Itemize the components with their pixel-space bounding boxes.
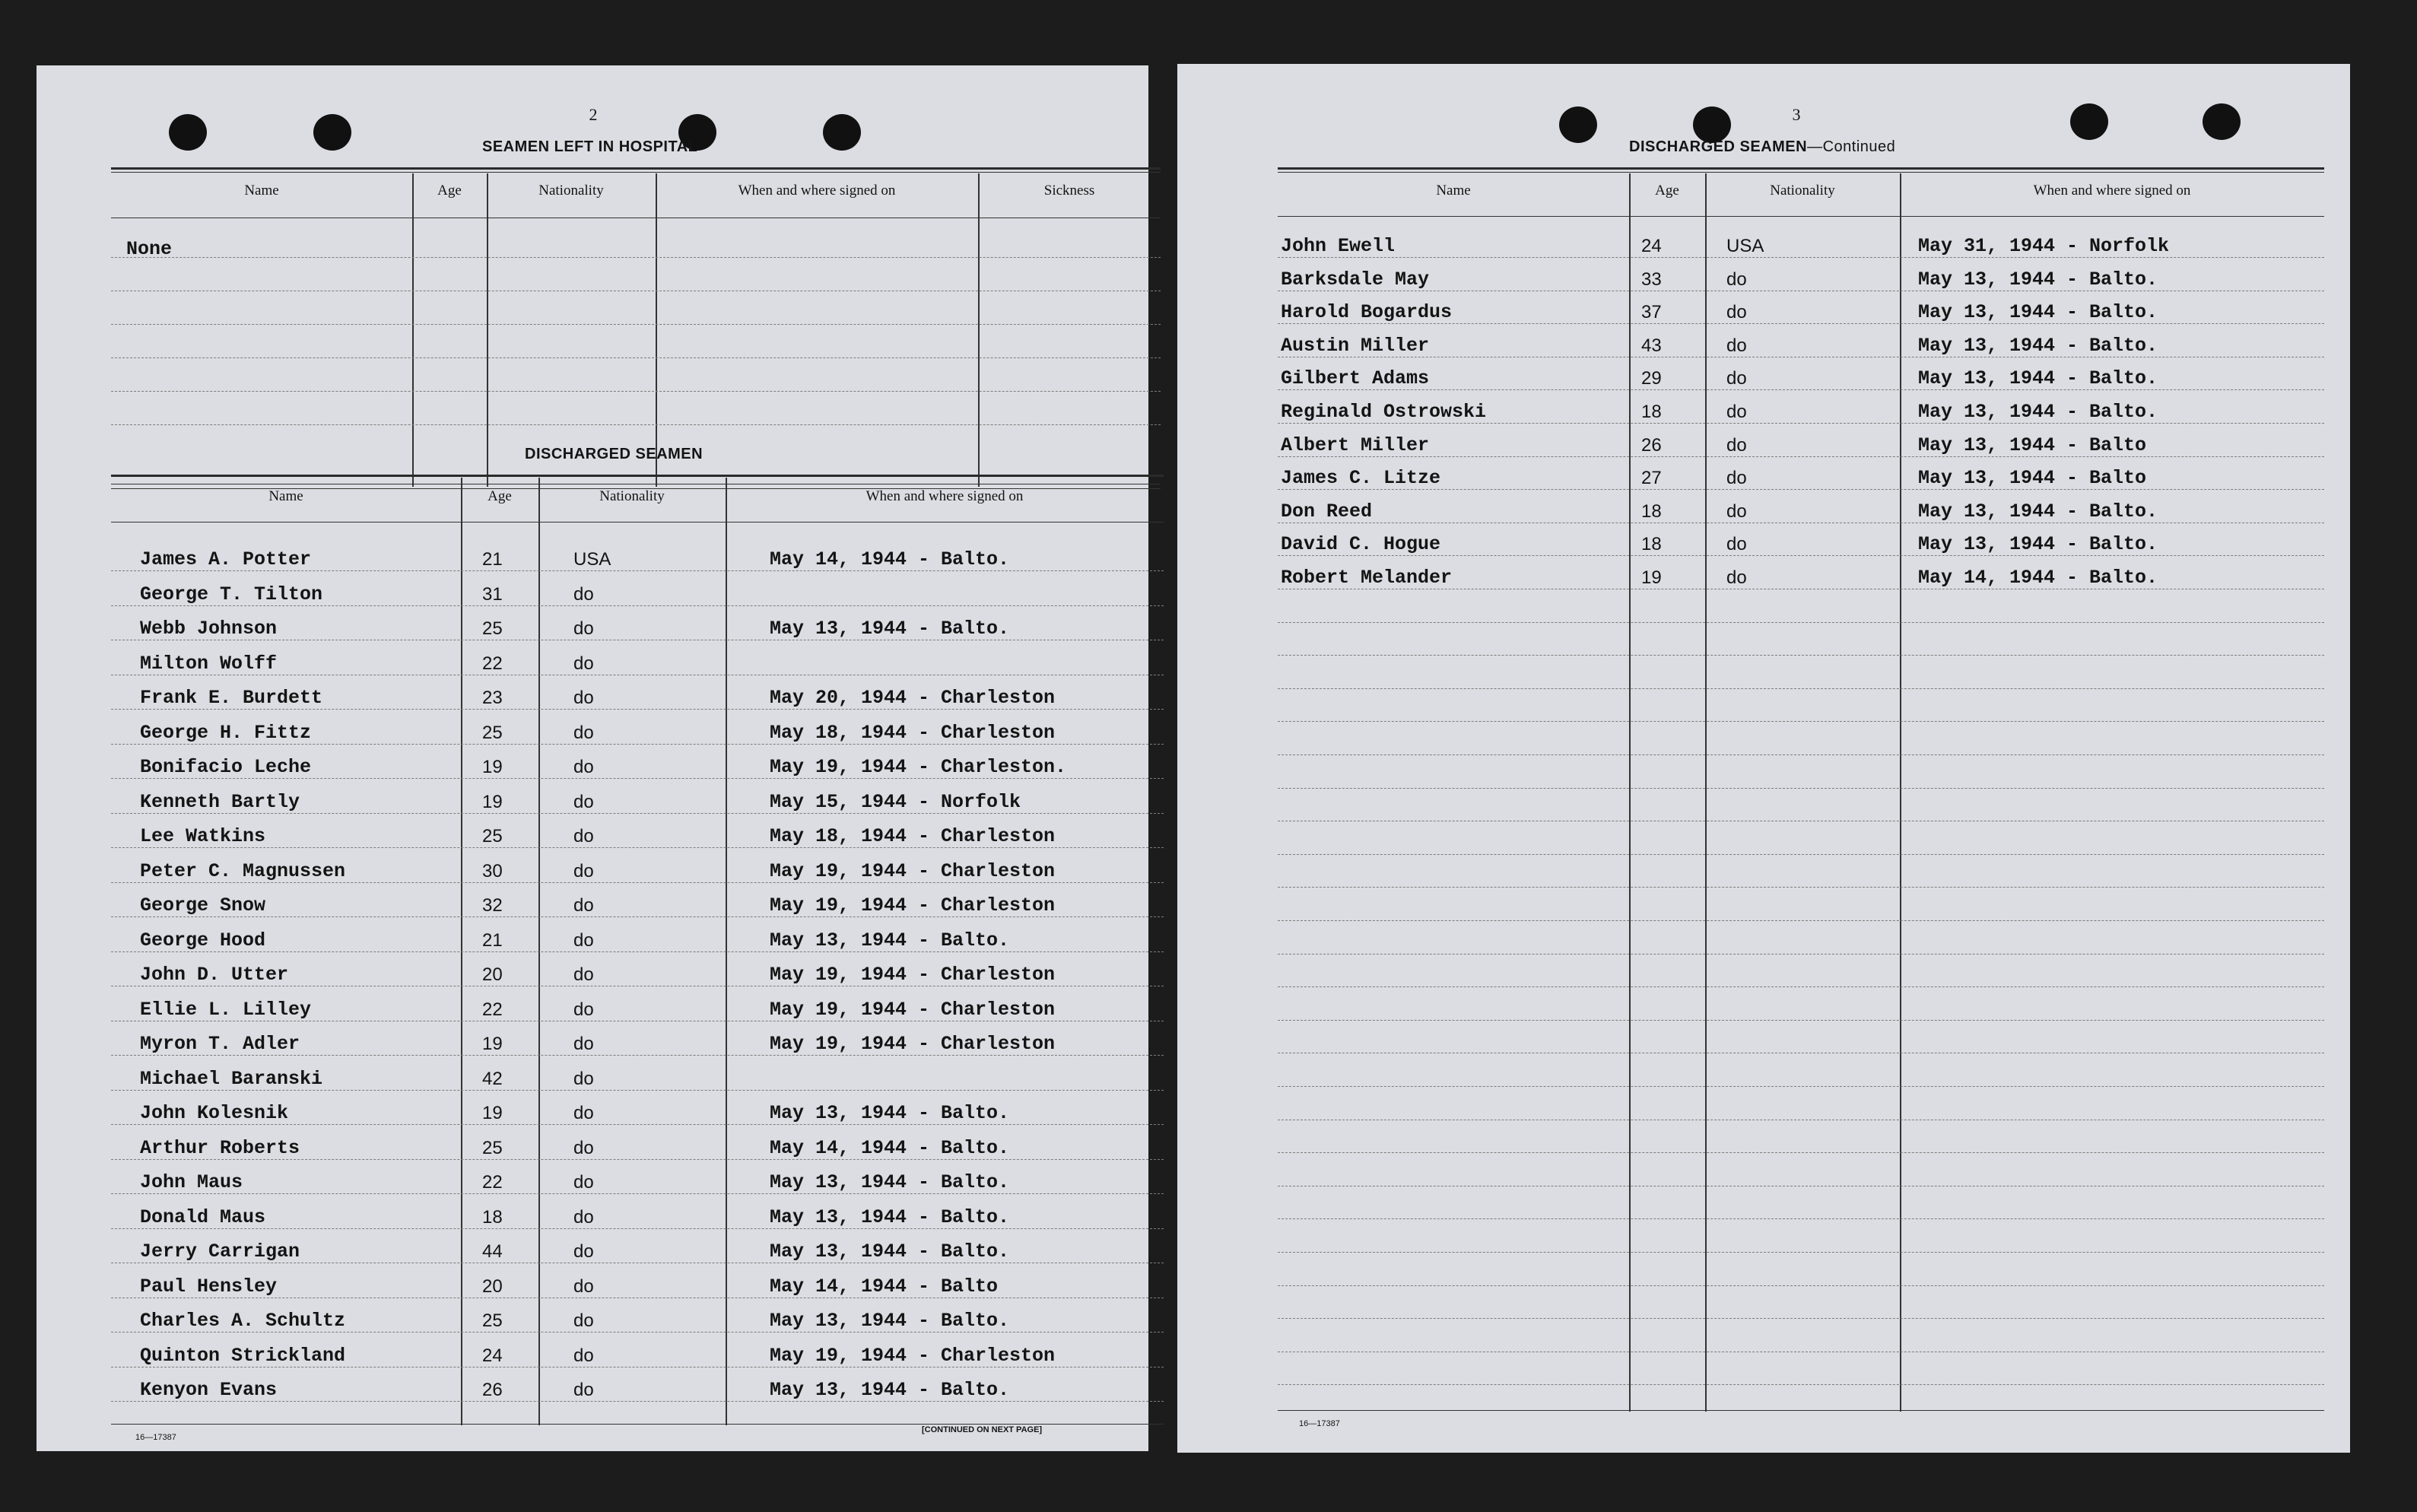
discharged-section-title: DISCHARGED SEAMEN xyxy=(525,446,704,462)
table-cell-nationality: do xyxy=(573,1345,594,1366)
table-cell-age: 19 xyxy=(482,792,503,812)
table-cell-name: Frank E. Burdett xyxy=(140,687,323,709)
ruled-line xyxy=(1278,1318,2324,1319)
table-cell-signed-on: May 19, 1944 - Charleston xyxy=(770,999,1056,1021)
table-top-rule xyxy=(1278,172,2324,173)
table-cell-name: Michael Baranski xyxy=(140,1068,323,1090)
ruled-line xyxy=(1278,1086,2324,1087)
punch-hole xyxy=(313,114,351,151)
table-cell-signed-on: May 14, 1944 - Balto. xyxy=(770,1137,1010,1159)
table-cell-nationality: do xyxy=(573,1172,594,1193)
table-cell-age: 25 xyxy=(482,826,503,847)
table-cell-nationality: do xyxy=(573,1069,594,1089)
table-cell-nationality: do xyxy=(573,930,594,951)
ruled-line xyxy=(1278,622,2324,623)
ruled-line xyxy=(1278,489,2324,490)
ruled-line xyxy=(1278,655,2324,656)
table-cell-age: 44 xyxy=(482,1241,503,1262)
table-cell-signed-on: May 13, 1944 - Balto xyxy=(1918,434,2147,456)
table-cell-name: Reginald Ostrowski xyxy=(1281,401,1487,423)
table-cell-name: Barksdale May xyxy=(1281,268,1430,291)
table-cell-name: George H. Fittz xyxy=(140,722,312,744)
table-cell-name: Arthur Roberts xyxy=(140,1137,300,1159)
table-cell-signed-on: May 13, 1944 - Balto. xyxy=(1918,500,2158,523)
table-cell-age: 20 xyxy=(482,964,503,985)
ruled-line xyxy=(111,391,1161,392)
ruled-line xyxy=(1278,1252,2324,1253)
table-cell-nationality: do xyxy=(1726,567,1747,588)
table-cell-age: 22 xyxy=(482,1172,503,1193)
ruled-line xyxy=(1278,1020,2324,1021)
table-cell-nationality: do xyxy=(573,1207,594,1228)
table-cell-name: Robert Melander xyxy=(1281,567,1453,589)
table-cell-age: 18 xyxy=(482,1207,503,1228)
table-cell-name: John Kolesnik xyxy=(140,1102,289,1124)
table-cell-signed-on: May 19, 1944 - Charleston xyxy=(770,1345,1056,1367)
punch-hole xyxy=(823,114,861,151)
table-cell-name: Jerry Carrigan xyxy=(140,1240,300,1263)
table-cell-signed-on: May 15, 1944 - Norfolk xyxy=(770,791,1021,813)
table-cell-name: Ellie L. Lilley xyxy=(140,999,312,1021)
table-cell-signed-on: May 13, 1944 - Balto. xyxy=(770,1171,1010,1193)
table-cell-name: Lee Watkins xyxy=(140,825,266,847)
table-cell-nationality: do xyxy=(1726,468,1747,488)
table-cell-nationality: do xyxy=(573,757,594,777)
table-cell-nationality: do xyxy=(573,999,594,1020)
table-cell-age: 21 xyxy=(482,930,503,951)
table-cell-age: 21 xyxy=(482,549,503,570)
table-cell-name: Bonifacio Leche xyxy=(140,756,312,778)
table-cell-name: James C. Litze xyxy=(1281,467,1441,489)
table-cell-name: Austin Miller xyxy=(1281,335,1430,357)
ruled-line xyxy=(111,357,1161,358)
table-cell-nationality: do xyxy=(573,964,594,985)
table-cell-signed-on: May 13, 1944 - Balto. xyxy=(770,1102,1010,1124)
table-cell-nationality: do xyxy=(573,1241,594,1262)
punch-hole xyxy=(1693,106,1731,143)
hospital-section-title: SEAMEN LEFT IN HOSPITAL xyxy=(482,138,698,155)
ruled-line xyxy=(111,605,1164,606)
table-cell-age: 19 xyxy=(482,757,503,777)
ruled-line xyxy=(1278,389,2324,390)
header-rule xyxy=(1278,216,2324,217)
ruled-line xyxy=(1278,456,2324,457)
column-header: Name xyxy=(1436,183,1471,199)
table-cell-nationality: do xyxy=(1726,368,1747,389)
table-top-rule xyxy=(111,172,1161,173)
column-header: Name xyxy=(268,488,303,504)
table-cell-age: 19 xyxy=(482,1103,503,1123)
ruled-line xyxy=(111,1193,1164,1194)
table-cell-age: 25 xyxy=(482,723,503,743)
table-cell-signed-on: May 14, 1944 - Balto xyxy=(770,1275,999,1298)
ruled-line xyxy=(111,1401,1164,1402)
table-cell-nationality: do xyxy=(1726,335,1747,356)
table-cell-signed-on: May 18, 1944 - Charleston xyxy=(770,825,1056,847)
table-cell-name: Harold Bogardus xyxy=(1281,301,1453,323)
table-cell-signed-on: May 14, 1944 - Balto. xyxy=(1918,567,2158,589)
table-cell-age: 22 xyxy=(482,999,503,1020)
table-cell-signed-on: May 19, 1944 - Charleston. xyxy=(770,756,1067,778)
section-title xyxy=(1629,138,1895,156)
table-cell-signed-on: May 20, 1944 - Charleston xyxy=(770,687,1056,709)
ruled-line xyxy=(111,778,1164,779)
form-number: 16—17387 xyxy=(1299,1419,1340,1428)
column-header: Nationality xyxy=(538,183,604,199)
column-header: When and where signed on xyxy=(2033,183,2191,199)
table-cell-nationality: do xyxy=(573,1034,594,1054)
ruled-line xyxy=(111,847,1164,848)
column-header: Sickness xyxy=(1043,183,1095,199)
table-cell-nationality: do xyxy=(573,1380,594,1400)
column-header: Age xyxy=(437,183,462,199)
ruled-line xyxy=(111,424,1161,425)
column-divider xyxy=(978,173,980,487)
table-cell-name: Peter C. Magnussen xyxy=(140,860,346,882)
table-cell-nationality: do xyxy=(573,1310,594,1331)
ruled-line xyxy=(111,1055,1164,1056)
section-subtitle: —Continued xyxy=(1807,138,1896,155)
ruled-line xyxy=(1278,954,2324,955)
table-cell-age: 26 xyxy=(482,1380,503,1400)
page-number: 2 xyxy=(589,105,598,124)
table-cell-name: George Hood xyxy=(140,929,266,951)
table-cell-age: 25 xyxy=(482,1310,503,1331)
hospital-entry: None xyxy=(126,238,173,260)
ruled-line xyxy=(111,709,1164,710)
table-bottom-rule xyxy=(1278,1410,2324,1411)
table-cell-signed-on: May 13, 1944 - Balto. xyxy=(1918,367,2158,389)
table-cell-signed-on: May 14, 1944 - Balto. xyxy=(770,548,1010,570)
table-cell-age: 30 xyxy=(482,861,503,881)
table-cell-nationality: do xyxy=(573,584,594,605)
table-cell-signed-on: May 31, 1944 - Norfolk xyxy=(1918,235,2170,257)
table-cell-nationality: do xyxy=(573,653,594,674)
table-cell-nationality: do xyxy=(1726,435,1747,456)
column-divider xyxy=(1629,173,1631,1412)
table-cell-age: 32 xyxy=(482,895,503,916)
table-cell-signed-on: May 13, 1944 - Balto xyxy=(1918,467,2147,489)
column-divider xyxy=(656,173,657,487)
ruled-line xyxy=(1278,788,2324,789)
table-cell-nationality: USA xyxy=(1726,236,1764,256)
table-top-rule xyxy=(111,475,1164,477)
table-cell-signed-on: May 13, 1944 - Balto. xyxy=(1918,268,2158,291)
column-header: When and where signed on xyxy=(738,183,896,199)
ruled-line xyxy=(111,1124,1164,1125)
left-page xyxy=(37,65,1148,1451)
table-cell-nationality: do xyxy=(573,618,594,639)
punch-hole xyxy=(169,114,207,151)
column-header: Age xyxy=(488,488,512,504)
ruled-line xyxy=(1278,1152,2324,1153)
table-cell-nationality: do xyxy=(1726,269,1747,290)
table-cell-signed-on: May 19, 1944 - Charleston xyxy=(770,860,1056,882)
table-cell-name: Albert Miller xyxy=(1281,434,1430,456)
table-cell-age: 18 xyxy=(1641,501,1662,522)
ruled-line xyxy=(1278,986,2324,987)
table-cell-name: Gilbert Adams xyxy=(1281,367,1430,389)
table-cell-age: 33 xyxy=(1641,269,1662,290)
column-divider xyxy=(1705,173,1707,1412)
table-cell-signed-on: May 13, 1944 - Balto. xyxy=(770,618,1010,640)
table-cell-name: David C. Hogue xyxy=(1281,533,1441,555)
table-cell-signed-on: May 18, 1944 - Charleston xyxy=(770,722,1056,744)
table-cell-age: 25 xyxy=(482,618,503,639)
ruled-line xyxy=(1278,920,2324,921)
table-cell-signed-on: May 13, 1944 - Balto. xyxy=(770,1310,1010,1332)
table-cell-nationality: do xyxy=(1726,402,1747,422)
ruled-line xyxy=(1278,555,2324,556)
table-cell-signed-on: May 13, 1944 - Balto. xyxy=(1918,533,2158,555)
table-cell-nationality: do xyxy=(573,792,594,812)
table-cell-age: 24 xyxy=(482,1345,503,1366)
table-cell-nationality: do xyxy=(573,895,594,916)
table-bottom-rule xyxy=(111,1424,1164,1425)
ruled-line xyxy=(111,1159,1164,1160)
ruled-line xyxy=(1278,688,2324,689)
table-cell-name: Paul Hensley xyxy=(140,1275,278,1298)
table-cell-age: 19 xyxy=(482,1034,503,1054)
continued-note: [CONTINUED ON NEXT PAGE] xyxy=(922,1425,1043,1434)
ruled-line xyxy=(111,570,1164,571)
table-cell-signed-on: May 13, 1944 - Balto. xyxy=(1918,335,2158,357)
table-cell-nationality: do xyxy=(1726,501,1747,522)
table-cell-age: 43 xyxy=(1641,335,1662,356)
table-cell-nationality: do xyxy=(573,1103,594,1123)
table-cell-name: Quinton Strickland xyxy=(140,1345,346,1367)
table-cell-age: 18 xyxy=(1641,534,1662,554)
form-number: 16—17387 xyxy=(135,1433,176,1442)
table-cell-name: Charles A. Schultz xyxy=(140,1310,346,1332)
table-cell-nationality: do xyxy=(573,1138,594,1158)
table-cell-age: 18 xyxy=(1641,402,1662,422)
table-cell-name: James A. Potter xyxy=(140,548,312,570)
table-cell-name: George Snow xyxy=(140,894,266,916)
table-cell-name: Don Reed xyxy=(1281,500,1373,523)
table-cell-nationality: USA xyxy=(573,549,611,570)
page-number: 3 xyxy=(1792,105,1801,124)
table-cell-signed-on: May 13, 1944 - Balto. xyxy=(1918,401,2158,423)
section-title-text: DISCHARGED SEAMEN xyxy=(1629,138,1808,155)
table-cell-signed-on: May 13, 1944 - Balto. xyxy=(770,1240,1010,1263)
ruled-line xyxy=(111,916,1164,917)
table-cell-age: 22 xyxy=(482,653,503,674)
table-cell-nationality: do xyxy=(573,723,594,743)
header-rule xyxy=(111,522,1164,523)
table-cell-age: 42 xyxy=(482,1069,503,1089)
ruled-line xyxy=(1278,1384,2324,1385)
table-cell-signed-on: May 13, 1944 - Balto. xyxy=(770,929,1010,951)
table-cell-name: John Maus xyxy=(140,1171,243,1193)
ruled-line xyxy=(1278,1218,2324,1219)
table-cell-age: 19 xyxy=(1641,567,1662,588)
column-header: Name xyxy=(244,183,279,199)
table-cell-name: Webb Johnson xyxy=(140,618,278,640)
table-cell-age: 29 xyxy=(1641,368,1662,389)
table-cell-nationality: do xyxy=(1726,534,1747,554)
table-top-rule xyxy=(1278,167,2324,170)
table-cell-name: George T. Tilton xyxy=(140,583,323,605)
table-top-rule xyxy=(111,167,1161,170)
ruled-line xyxy=(1278,257,2324,258)
table-cell-name: John D. Utter xyxy=(140,964,289,986)
table-cell-name: Milton Wolff xyxy=(140,653,278,675)
column-divider xyxy=(1900,173,1901,1412)
ruled-line xyxy=(111,744,1164,745)
column-header: When and where signed on xyxy=(865,488,1024,504)
table-cell-name: John Ewell xyxy=(1281,235,1396,257)
ruled-line xyxy=(1278,1285,2324,1286)
table-cell-name: Kenyon Evans xyxy=(140,1379,278,1401)
ruled-line xyxy=(111,882,1164,883)
table-cell-nationality: do xyxy=(573,688,594,708)
table-cell-name: Myron T. Adler xyxy=(140,1033,300,1055)
column-header: Nationality xyxy=(1770,183,1835,199)
right-page xyxy=(1177,64,2350,1453)
ruled-line xyxy=(111,1090,1164,1091)
table-cell-nationality: do xyxy=(573,826,594,847)
table-cell-name: Kenneth Bartly xyxy=(140,791,300,813)
ruled-line xyxy=(111,951,1164,952)
ruled-line xyxy=(111,813,1164,814)
ruled-line xyxy=(1278,854,2324,855)
table-cell-age: 26 xyxy=(1641,435,1662,456)
table-cell-age: 24 xyxy=(1641,236,1662,256)
table-cell-signed-on: May 13, 1944 - Balto. xyxy=(770,1379,1010,1401)
punch-hole xyxy=(2070,103,2108,140)
table-cell-signed-on: May 19, 1944 - Charleston xyxy=(770,894,1056,916)
table-cell-nationality: do xyxy=(1726,302,1747,322)
ruled-line xyxy=(111,1332,1164,1333)
column-divider xyxy=(487,173,488,487)
table-cell-signed-on: May 13, 1944 - Balto. xyxy=(770,1206,1010,1228)
table-cell-age: 23 xyxy=(482,688,503,708)
table-cell-signed-on: May 19, 1944 - Charleston xyxy=(770,964,1056,986)
ruled-line xyxy=(1278,887,2324,888)
column-header: Age xyxy=(1655,183,1679,199)
column-header: Nationality xyxy=(599,488,665,504)
table-cell-age: 20 xyxy=(482,1276,503,1297)
table-cell-nationality: do xyxy=(573,861,594,881)
ruled-line xyxy=(111,257,1161,258)
table-cell-signed-on: May 19, 1944 - Charleston xyxy=(770,1033,1056,1055)
ruled-line xyxy=(111,324,1161,325)
ruled-line xyxy=(1278,721,2324,722)
table-cell-age: 25 xyxy=(482,1138,503,1158)
ruled-line xyxy=(1278,323,2324,324)
punch-hole xyxy=(1559,106,1597,143)
table-cell-age: 37 xyxy=(1641,302,1662,322)
column-divider xyxy=(412,173,414,487)
table-cell-age: 31 xyxy=(482,584,503,605)
table-cell-name: Donald Maus xyxy=(140,1206,266,1228)
punch-hole xyxy=(2203,103,2241,140)
table-cell-age: 27 xyxy=(1641,468,1662,488)
table-cell-nationality: do xyxy=(573,1276,594,1297)
ruled-line xyxy=(1278,754,2324,755)
ruled-line xyxy=(111,1228,1164,1229)
table-cell-signed-on: May 13, 1944 - Balto. xyxy=(1918,301,2158,323)
ruled-line xyxy=(1278,423,2324,424)
